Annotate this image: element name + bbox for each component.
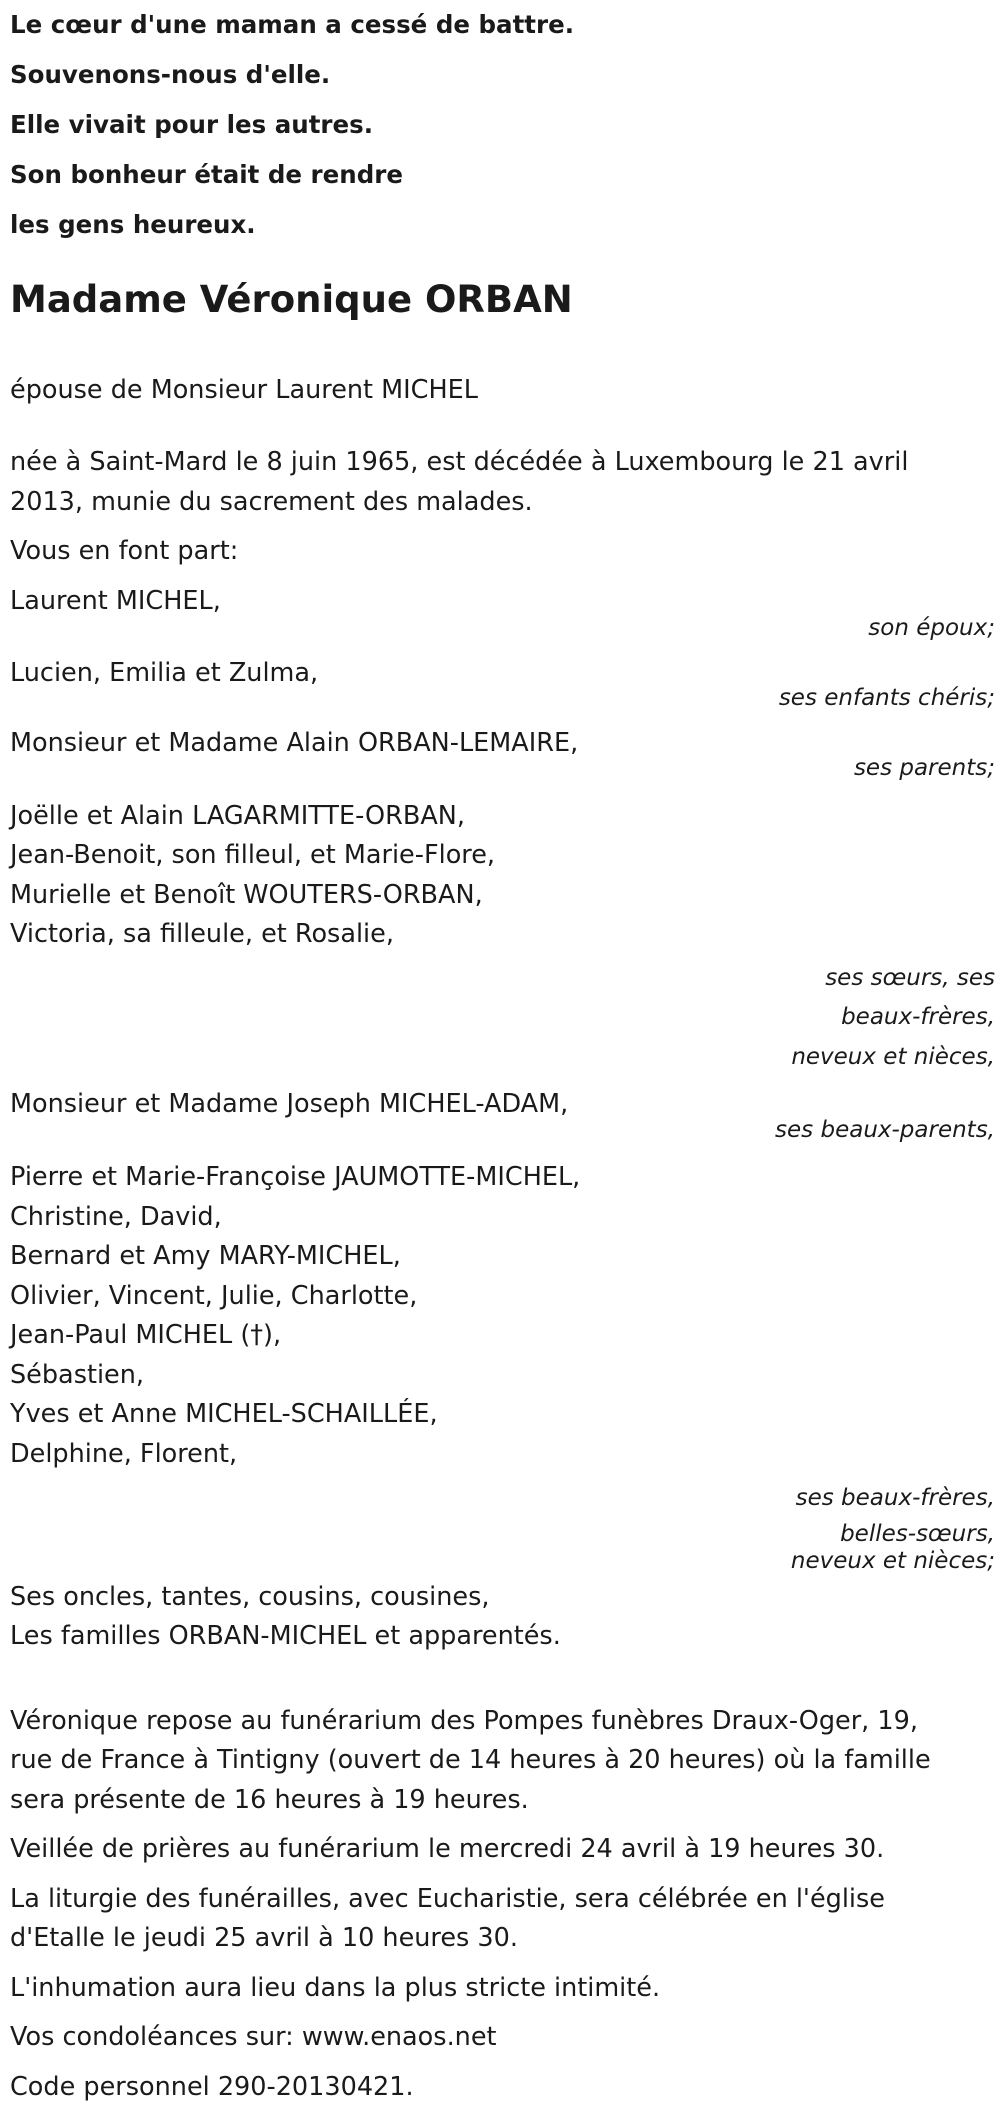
family-group-siblings [10,797,995,1078]
family-name-line: Joëlle et Alain LAGARMITTE-ORBAN, [10,797,995,837]
family-relation [10,959,995,1078]
spouse-line: épouse de Monsieur Laurent MICHEL [10,370,995,410]
family-group-children [10,654,995,719]
family-name-line: Delphine, Florent, [10,1435,995,1475]
family-names [10,797,995,955]
family-name-line: Yves et Anne MICHEL-SCHAILLÉE, [10,1395,995,1435]
family-name-line: Les familles ORBAN-MICHEL et apparentés. [10,1617,995,1657]
liturgy-line: La liturgie des funérailles, avec Eucharistie, sera célébrée en l'église [10,1880,995,1920]
relation-line: ses enfants chéris; [10,679,995,719]
condolences-info: Vos condoléances sur: www.enaos.net [10,2018,995,2058]
liturgy-line: d'Etalle le jeudi 25 avril à 10 heures 30. [10,1919,995,1959]
family-name-line: Christine, David, [10,1198,995,1238]
family-name-line: Pierre et Marie-Françoise JAUMOTTE-MICHEL, [10,1158,995,1198]
relation-line: neveux et nièces, [10,1038,995,1078]
birth-death-line: née à Saint-Mard le 8 juin 1965, est décédée à Luxembourg le 21 avril [10,443,995,483]
family-name-line: Jean-Paul MICHEL (†), [10,1316,995,1356]
family-group-parents-in-law [10,1085,995,1150]
birth-death-line: 2013, munie du sacrement des malades. [10,483,995,523]
family-relation [10,1479,995,1573]
family-name-line: Laurent MICHEL, [10,582,995,622]
family-name-line: Jean-Benoit, son filleul, et Marie-Flore, [10,836,995,876]
family-name-line: Lucien, Emilia et Zulma, [10,654,995,694]
family-names [10,1158,995,1474]
relation-line: ses parents; [10,749,995,789]
family-group-spouse [10,582,995,649]
vigil-info: Veillée de prières au funérarium le mercredi 24 avril à 19 heures 30. [10,1830,995,1870]
family-name-line: Murielle et Benoît WOUTERS-ORBAN, [10,876,995,916]
obituary-notice [10,0,995,2107]
family-group-in-laws [10,1158,995,1573]
deceased-name: Madame Véronique ORBAN [10,275,995,325]
liturgy-info [10,1880,995,1959]
announcement-intro: Vous en font part: [10,532,995,572]
family-name-line: Monsieur et Madame Alain ORBAN-LEMAIRE, [10,724,995,764]
funerarium-info [10,1702,995,1821]
opening-quote [10,0,995,250]
family-group-extended [10,1578,995,1657]
funerarium-line: sera présente de 16 heures à 19 heures. [10,1781,995,1821]
relation-line: ses sœurs, ses [10,959,995,999]
family-names [10,1578,995,1657]
funerarium-line: Véronique repose au funérarium des Pompes funèbres Draux-Oger, 19, [10,1702,995,1742]
family-name-line: Bernard et Amy MARY-MICHEL, [10,1237,995,1277]
quote-line: Elle vivait pour les autres. [10,100,995,150]
quote-line: Son bonheur était de rendre [10,150,995,200]
family-name-line: Olivier, Vincent, Julie, Charlotte, [10,1277,995,1317]
quote-line: Souvenons-nous d'elle. [10,50,995,100]
relation-line: son époux; [10,609,995,649]
quote-line: les gens heureux. [10,200,995,250]
family-group-parents [10,724,995,789]
family-name-line: Monsieur et Madame Joseph MICHEL-ADAM, [10,1085,995,1125]
family-name-line: Ses oncles, tantes, cousins, cousines, [10,1578,995,1618]
relation-line: beaux-frères, [10,998,995,1038]
funerarium-line: rue de France à Tintigny (ouvert de 14 heures à 20 heures) où la famille [10,1741,995,1781]
relation-line: ses beaux-frères, [10,1479,995,1519]
family-name-line: Sébastien, [10,1356,995,1396]
birth-death-info [10,443,995,522]
relation-line: neveux et nièces; [10,1549,995,1573]
burial-info: L'inhumation aura lieu dans la plus stricte intimité. [10,1969,995,2009]
family-name-line: Victoria, sa filleule, et Rosalie, [10,915,995,955]
relation-line: belles-sœurs, [10,1519,995,1549]
relation-line: ses beaux-parents, [10,1111,995,1151]
personal-code: Code personnel 290-20130421. [10,2068,995,2107]
quote-line: Le cœur d'une maman a cessé de battre. [10,0,995,50]
